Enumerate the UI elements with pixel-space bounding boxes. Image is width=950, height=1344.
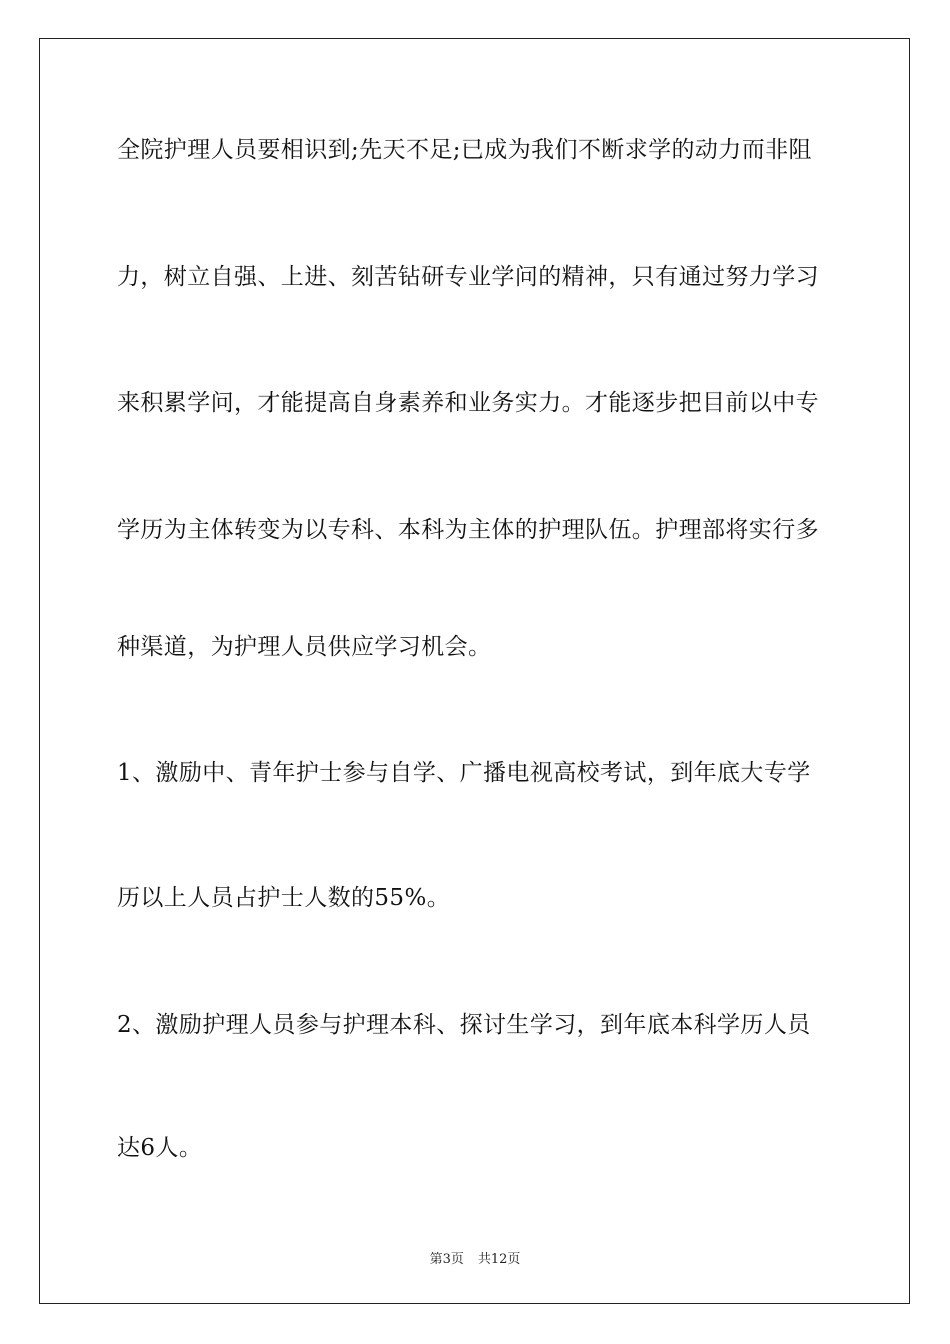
paragraph-line-4: 学历为主体转变为以专科、本科为主体的护理队伍。护理部将实行多 [117,517,819,543]
paragraph-line-1: 全院护理人员要相识到;先天不足;已成为我们不断求学的动力而非阻 [117,137,812,163]
page-footer [0,1248,950,1267]
paragraph-line-5: 种渠道，为护理人员供应学习机会。 [117,634,492,660]
paragraph-line-3: 来积累学问，才能提高自身素养和业务实力。才能逐步把目前以中专 [117,390,819,416]
list-item-1-line-2: 历以上人员占护士人数的55%。 [117,885,451,911]
list-item-2-line-1: 2、激励护理人员参与护理本科、探讨生学习，到年底本科学历人员 [117,1012,811,1038]
paragraph-line-2: 力，树立自强、上进、刻苦钻研专业学问的精神，只有通过努力学习 [117,264,819,290]
page-border [39,38,910,1304]
page-total: 共12页 [477,1252,521,1267]
list-item-1-line-1: 1、激励中、青年护士参与自学、广播电视高校考试，到年底大专学 [117,760,811,786]
page-number: 第3页 [429,1252,464,1267]
list-item-2-line-2: 达6人。 [117,1135,203,1161]
